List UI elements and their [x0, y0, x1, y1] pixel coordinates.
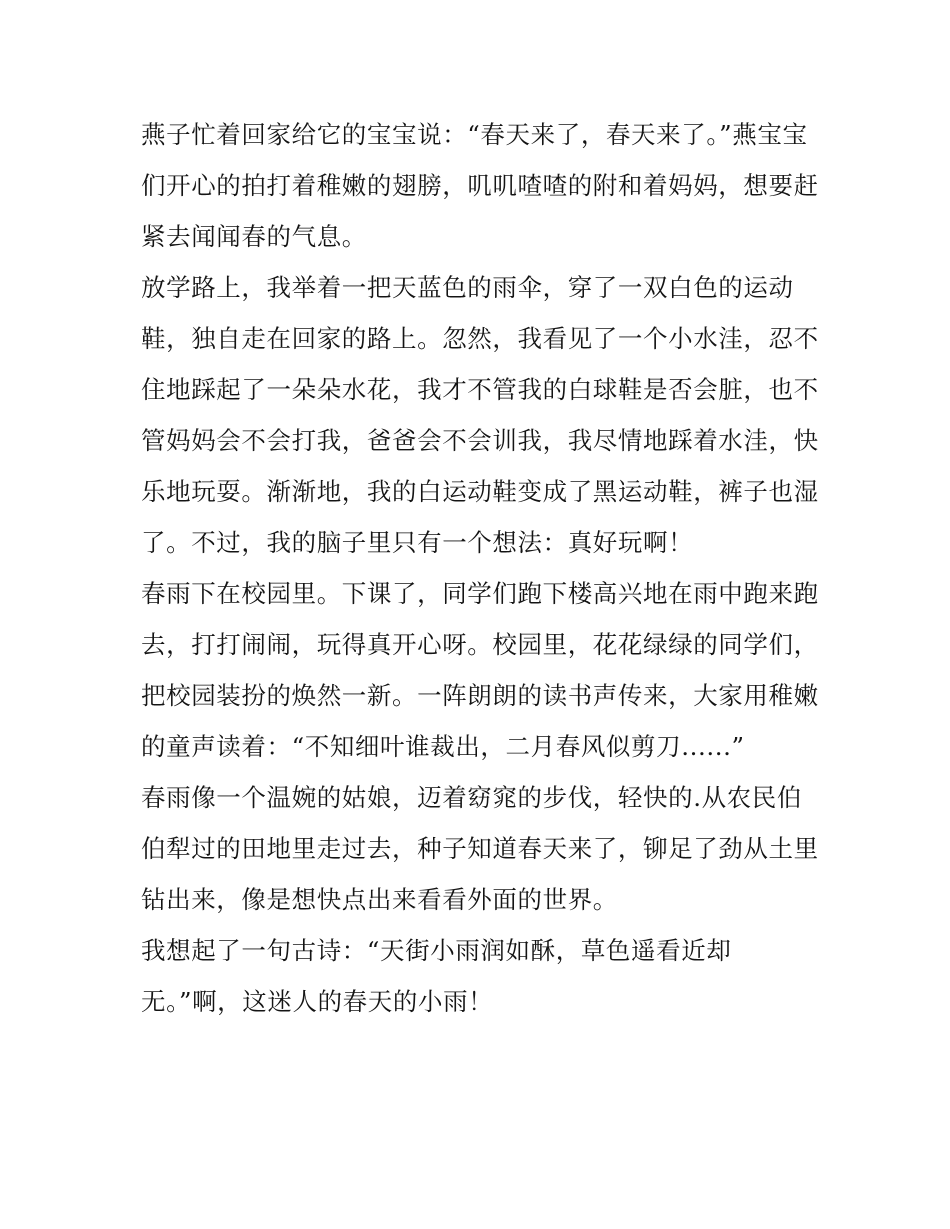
- text-line: 了。不过，我的脑子里只有一个想法：真好玩啊！: [141, 528, 694, 557]
- text-line: 我想起了一句古诗：“天街小雨润如酥，草色遥看近却: [141, 936, 732, 965]
- document-body: [141, 109, 821, 1027]
- text-line: 鞋，独自走在回家的路上。忽然，我看见了一个小水洼，忍不: [141, 324, 819, 353]
- text-line: 无。”啊，这迷人的春天的小雨！: [141, 987, 494, 1016]
- text-line: 春雨像一个温婉的姑娘，迈着窈窕的步伐，轻快的.从农民伯: [141, 783, 802, 812]
- text-line: 们开心的拍打着稚嫩的翅膀，叽叽喳喳的附和着妈妈，想要赶: [141, 171, 819, 200]
- text-line: 紧去闻闻春的气息。: [141, 222, 367, 251]
- text-line: 伯犁过的田地里走过去，种子知道春天来了，铆足了劲从土里: [141, 834, 819, 863]
- text-line: 把校园装扮的焕然一新。一阵朗朗的读书声传来，大家用稚嫩: [141, 681, 819, 710]
- text-line: 燕子忙着回家给它的宝宝说：“春天来了，春天来了。”燕宝宝: [141, 120, 808, 149]
- text-line: 钻出来，像是想快点出来看看外面的世界。: [141, 885, 618, 914]
- text-line: 住地踩起了一朵朵水花，我才不管我的白球鞋是否会脏，也不: [141, 375, 819, 404]
- text-line: 的童声读着：“不知细叶谁裁出，二月春风似剪刀......”: [141, 732, 745, 761]
- text-line: 放学路上，我举着一把天蓝色的雨伞，穿了一双白色的运动: [141, 273, 794, 302]
- text-line: 去，打打闹闹，玩得真开心呀。校园里，花花绿绿的同学们，: [141, 630, 819, 659]
- text-line: 春雨下在校园里。下课了，同学们跑下楼高兴地在雨中跑来跑: [141, 579, 819, 608]
- text-line: 管妈妈会不会打我，爸爸会不会训我，我尽情地踩着水洼，快: [141, 426, 819, 455]
- text-line: 乐地玩耍。渐渐地，我的白运动鞋变成了黑运动鞋，裤子也湿: [141, 477, 819, 506]
